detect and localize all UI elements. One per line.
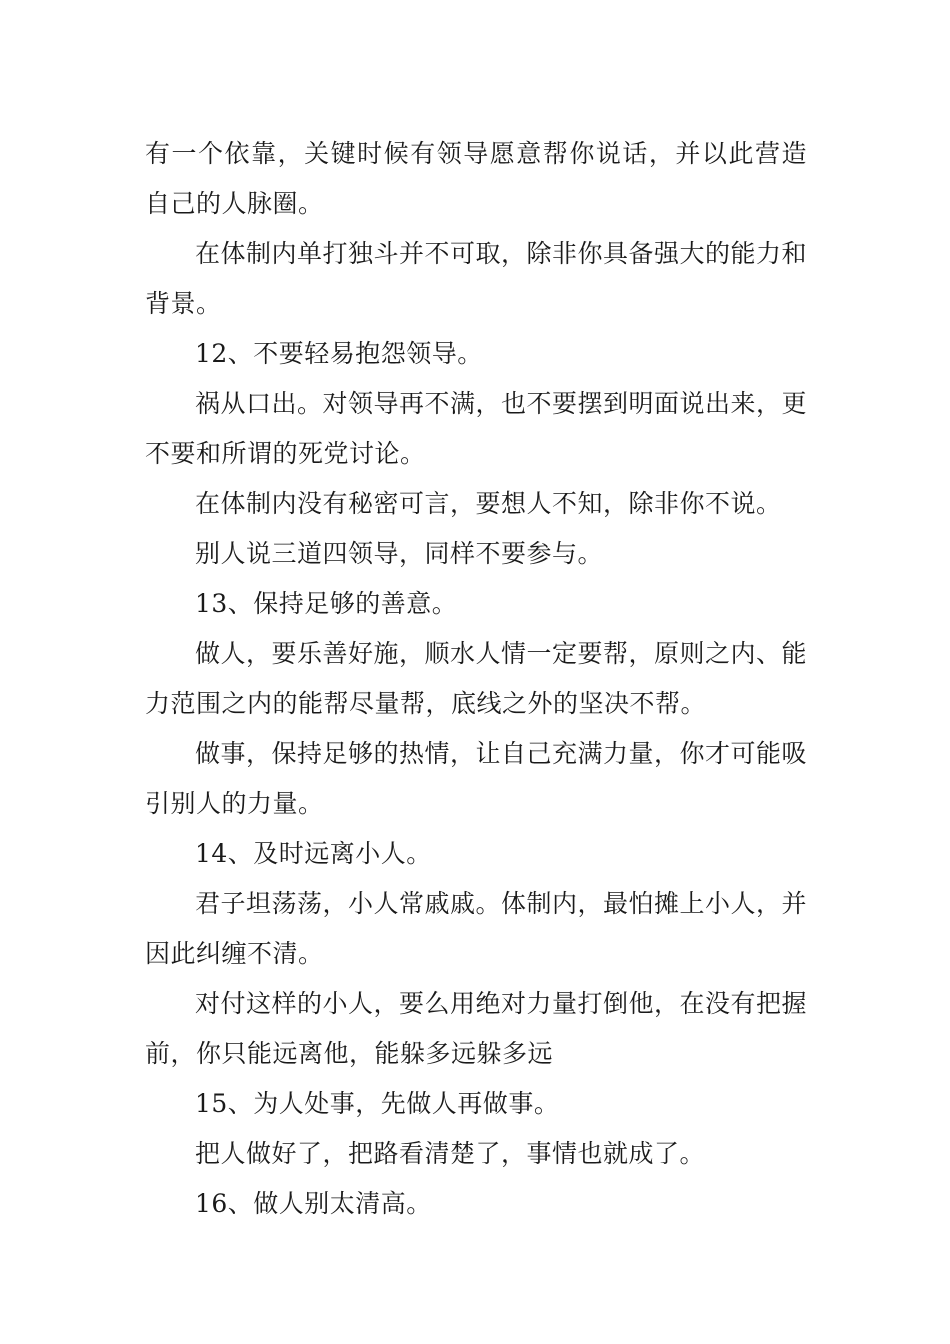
paragraph-8: 做人，要乐善好施，顺水人情一定要帮，原则之内、能力范围之内的能帮尽量帮，底线之外的坚决不帮。 xyxy=(145,639,808,718)
paragraph-11: 君子坦荡荡，小人常戚戚。体制内，最怕摊上小人，并因此纠缠不清。 xyxy=(145,889,808,968)
paragraph-14: 把人做好了，把路看清楚了，事情也就成了。 xyxy=(195,1139,706,1168)
section-heading-15: 15、为人处事，先做人再做事。 xyxy=(195,1089,560,1118)
paragraph-4: 祸从口出。对领导再不满，也不要摆到明面说出来，更不要和所谓的死党讨论。 xyxy=(145,389,808,468)
section-heading-13: 13、保持足够的善意。 xyxy=(195,589,458,618)
section-heading-12: 12、不要轻易抱怨领导。 xyxy=(195,339,483,368)
section-heading-14: 14、及时远离小人。 xyxy=(195,839,432,868)
section-heading-16: 16、做人别太清高。 xyxy=(195,1189,432,1218)
document-body xyxy=(145,129,807,1229)
paragraph-6: 别人说三道四领导，同样不要参与。 xyxy=(195,539,604,568)
paragraph-5: 在体制内没有秘密可言，要想人不知，除非你不说。 xyxy=(195,489,782,518)
paragraph-2: 在体制内单打独斗并不可取，除非你具备强大的能力和背景。 xyxy=(145,239,808,318)
paragraph-1: 有一个依靠，关键时候有领导愿意帮你说话，并以此营造自己的人脉圈。 xyxy=(145,139,807,218)
paragraph-9: 做事，保持足够的热情，让自己充满力量，你才可能吸引别人的力量。 xyxy=(145,739,808,818)
paragraph-12: 对付这样的小人，要么用绝对力量打倒他，在没有把握前，你只能远离他，能躲多远躲多远 xyxy=(145,989,808,1068)
